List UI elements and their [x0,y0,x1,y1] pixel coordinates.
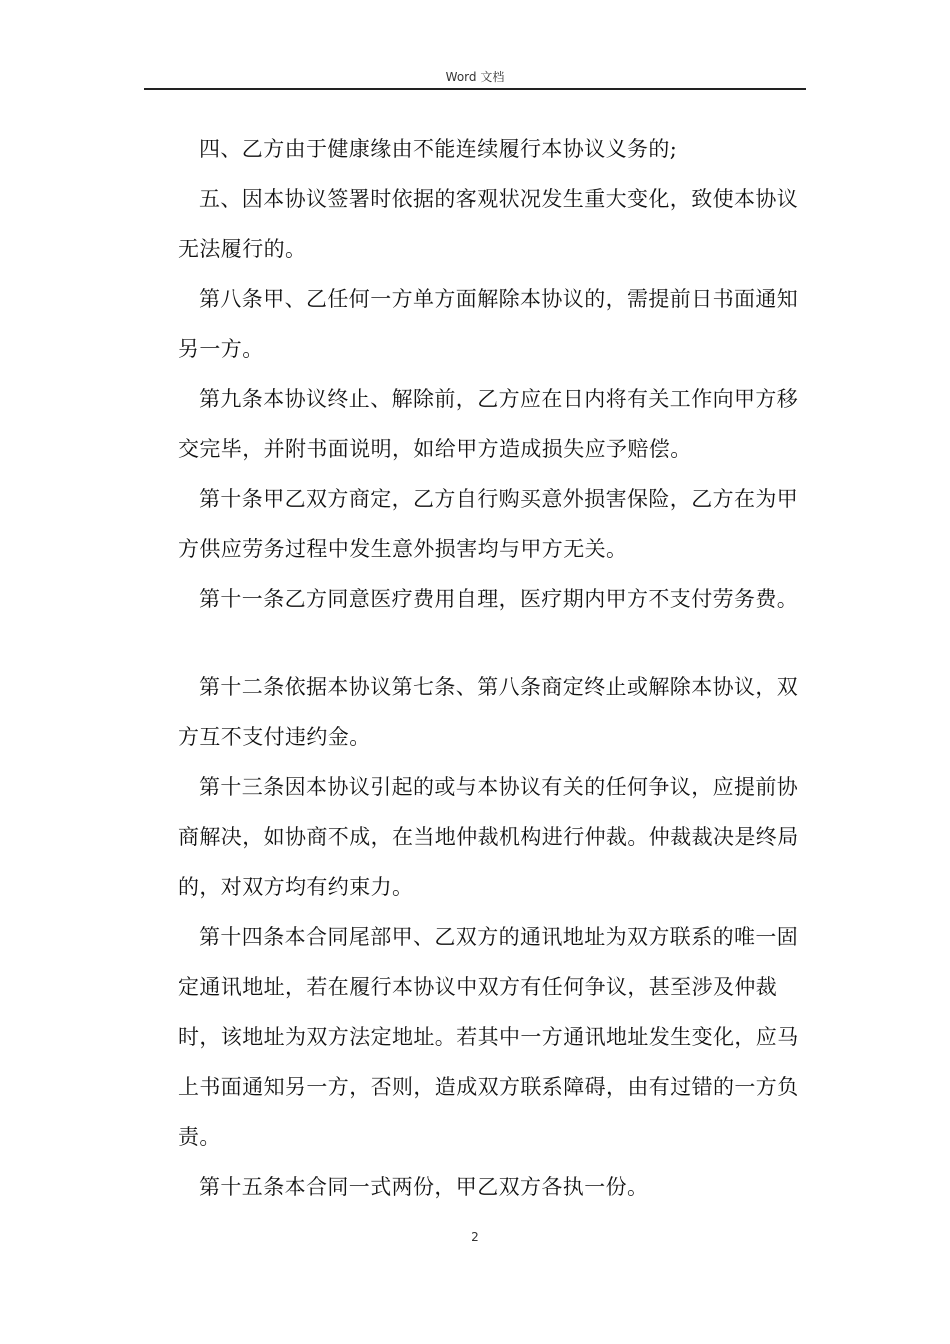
paragraph-clause-5: 五、因本协议签署时依据的客观状况发生重大变化，致使本协议无法履行的。 [178,187,799,261]
paragraph-article-12: 第十二条依据本协议第七条、第八条商定终止或解除本协议，双方互不支付违约金。 [178,675,799,749]
paragraph-article-9: 第九条本协议终止、解除前，乙方应在日内将有关工作向甲方移交完毕，并附书面说明，如给甲方造成损失应予赔偿。 [178,387,799,461]
page-number: 2 [471,1230,479,1244]
document-body [178,124,808,1212]
paragraph-article-14: 第十四条本合同尾部甲、乙双方的通讯地址为双方联系的唯一固定通讯地址，若在履行本协议中双方有任何争议，甚至涉及仲裁时，该地址为双方法定地址。若其中一方通讯地址发生变化，应马上书面通知另一方，否则，造成双方联系障碍，由有过错的一方负责。 [178,925,799,1149]
paragraph-gap [178,624,808,662]
paragraph-article-13: 第十三条因本协议引起的或与本协议有关的任何争议，应提前协商解决，如协商不成，在当地仲裁机构进行仲裁。仲裁裁决是终局的，对双方均有约束力。 [178,775,799,899]
paragraph-clause-4: 四、乙方由于健康缘由不能连续履行本协议义务的; [199,137,678,161]
paragraph-article-10: 第十条甲乙双方商定，乙方自行购买意外损害保险，乙方在为甲方供应劳务过程中发生意外损害均与甲方无关。 [178,487,799,561]
paragraph-article-11: 第十一条乙方同意医疗费用自理，医疗期内甲方不支付劳务费。 [199,587,799,611]
paragraph-article-15: 第十五条本合同一式两份，甲乙双方各执一份。 [199,1175,649,1199]
page-header [144,66,806,90]
header-title: Word 文档 [445,70,505,84]
paragraph-article-8: 第八条甲、乙任何一方单方面解除本协议的，需提前日书面通知另一方。 [178,287,799,361]
